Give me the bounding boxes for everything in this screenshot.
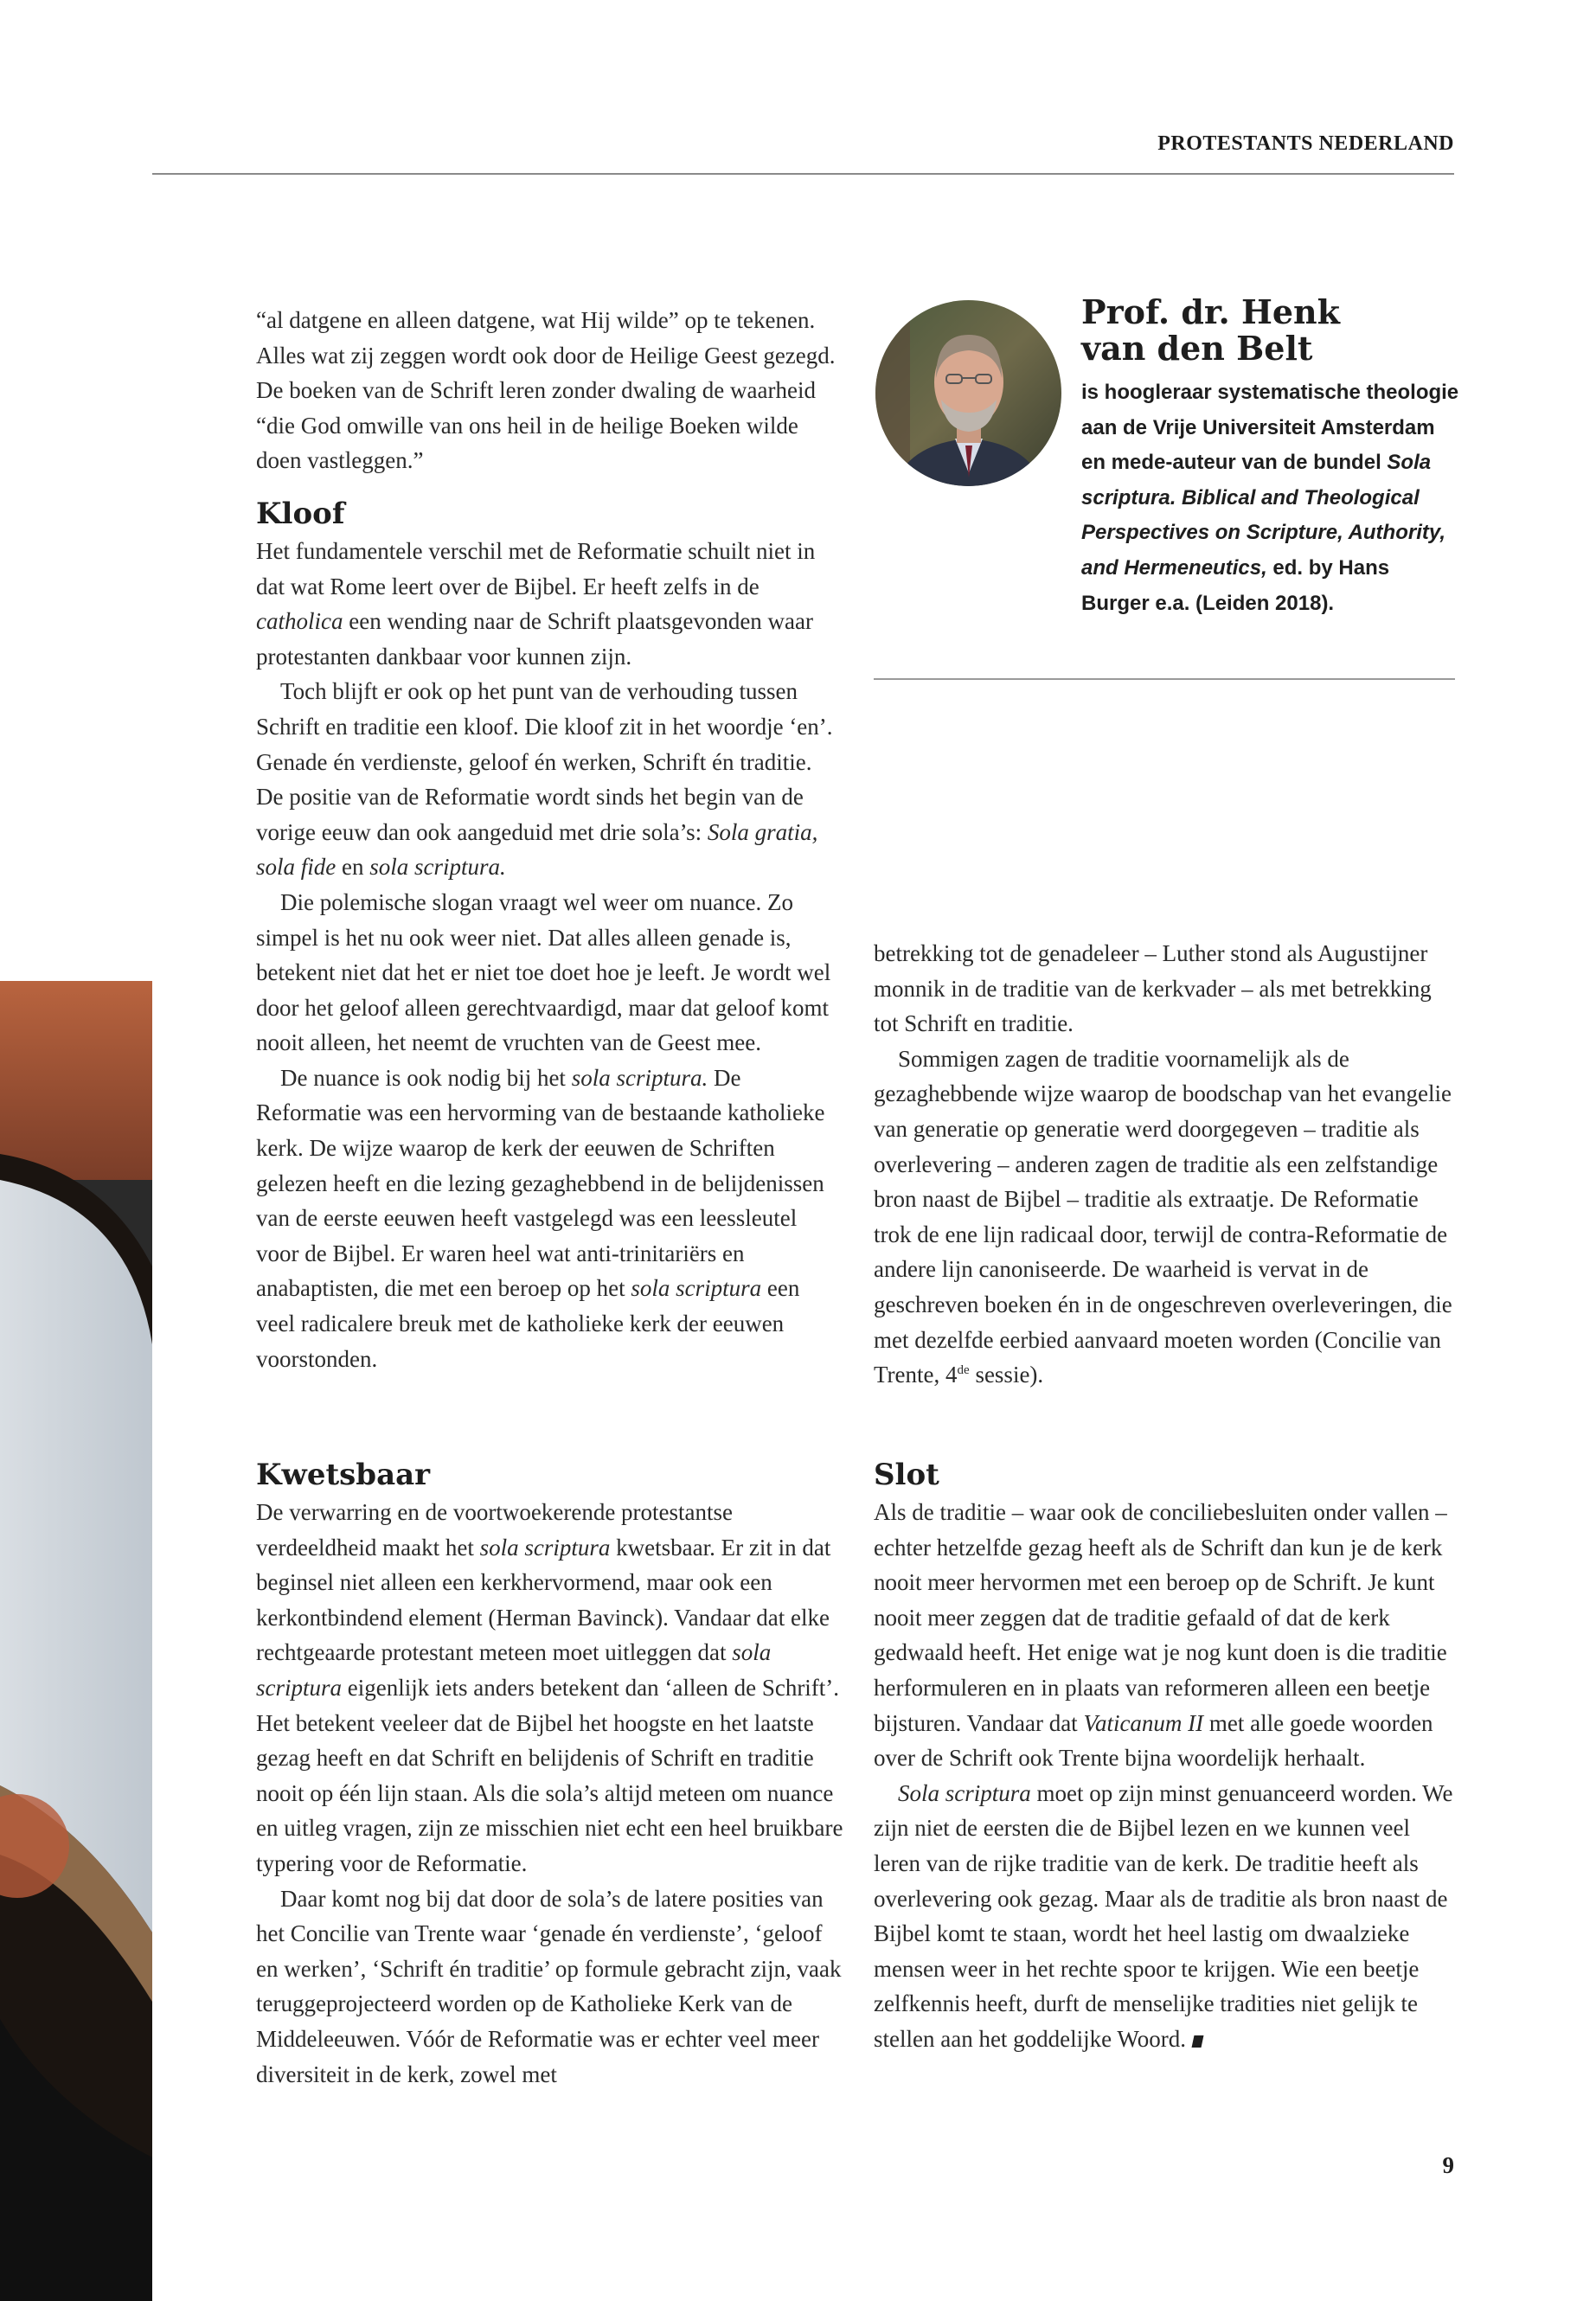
left-column-top	[256, 303, 844, 1376]
running-head: PROTESTANTS NEDERLAND	[1157, 132, 1454, 155]
page-number: 9	[1442, 2152, 1454, 2178]
section-heading-kwetsbaar: Kwetsbaar	[256, 1458, 431, 1492]
paragraph: betrekking tot de genadeleer – Luther stond als Augustijner monnik in de traditie van de kerkvader – als met betrekking tot Schrift en traditie.	[874, 940, 1432, 1037]
paragraph: Als de traditie – waar ook de conciliebesluiten onder vallen – echter hetzelfde gezag heeft als de Schrift dan kun je de kerk nooit meer hervormen met een beroep op de Schrift. Je kunt nooit meer zeggen dat de traditie gefaald of dat de kerk gedwaald heeft. Het enige wat je nog kunt doen is die traditie herformuleren en in plaats van reformeren alleen een beetje bijsturen. Vandaar dat Vaticanum II met alle goede woorden over de Schrift ook Trente bijna woordelijk herhaalt.	[874, 1499, 1447, 1772]
author-name: Prof. dr. Henk van den Belt	[1081, 292, 1340, 368]
author-bio: is hoogleraar systematische theologie aan de Vrije Universiteit Amsterdam en mede-auteur van de bundel Sola scriptura. Biblical and Theological Perspectives on Scripture, Authority, and Hermeneutics, ed. by Hans Burger e.a. (Leiden 2018).	[1081, 381, 1459, 615]
bio-rule	[874, 678, 1455, 680]
paragraph: Toch blijft er ook op het punt van de verhouding tussen Schrift en traditie een kloof. Die kloof zit in het woordje ‘en’. Genade én verdienste, geloof én werken, Schrift én traditie. De positie van de Reformatie wordt sinds het begin van de vorige eeuw dan ook aangeduid met drie sola’s: Sola gratia, sola fide en sola scriptura.	[256, 678, 833, 881]
end-mark-icon	[1191, 2035, 1203, 2048]
right-column-middle	[874, 936, 1455, 1393]
author-photo	[875, 300, 1061, 486]
paragraph: Die polemische slogan vraagt wel weer om nuance. Zo simpel is het nu ook weer niet. Dat alles alleen genade is, betekent niet dat het er niet toe doet hoe je leeft. Je wordt wel door het geloof alleen gerechtvaardigd, maar dat geloof komt nooit alleen, het neemt de vruchten van de Geest mee.	[256, 888, 831, 1056]
paragraph: Daar komt nog bij dat door de sola’s de latere posities van het Concilie van Trente waar ‘genade én verdienste’, ‘geloof en werken’, ‘Schrift én traditie’ op formule gebracht zijn, vaak teruggeprojecteerd worden op de Katholieke Kerk van de Middeleeuwen. Vóór de Reformatie was er echter veel meer diversiteit in de kerk, zowel met	[256, 1885, 842, 2087]
paragraph: De verwarring en de voortwoekerende protestantse verdeeldheid maakt het sola scriptura kwetsbaar. Er zit in dat beginsel niet alleen een kerkhervormend, maar ook een kerkontbindend element (Herman Bavinck). Vandaar dat elke rechtgeaarde protestant meteen moet uitleggen dat sola scriptura eigenlijk iets anders betekent dan ‘alleen de Schrift’. Het betekent veeleer dat de Bijbel het hoogste en het laatste gezag heeft en dat Schrift en belijdenis of Schrift en traditie nooit op één lijn staan. Als die sola’s altijd meteen om nuance en uitleg vragen, zijn ze misschien niet echt een heel bruikbare typering voor de Reformatie.	[256, 1499, 843, 1876]
paragraph: “al datgene en alleen datgene, wat Hij wilde” op te tekenen. Alles wat zij zeggen wordt ook door de Heilige Geest gezegd. De boeken van de Schrift leren zonder dwaling de waarheid “die God omwille van ons heil in de heilige Boeken wilde doen vastleggen.”	[256, 307, 836, 474]
left-column-bottom	[256, 1455, 844, 2092]
paragraph: De nuance is ook nodig bij het sola scriptura. De Reformatie was een hervorming van de bestaande katholieke kerk. De wijze waarop de kerk der eeuwen de Schriften gelezen heeft en die lezing gezaghebbend in de belijdenissen van de eerste eeuwen heeft vastgelegd was een leessleutel voor de Bijbel. Er waren heel wat anti-trinitariërs en anabaptisten, die met een beroep op het sola scriptura een veel radicalere breuk met de katholieke kerk der eeuwen voorstonden.	[256, 1064, 825, 1372]
header-rule	[152, 173, 1454, 175]
paragraph: Sola scriptura moet op zijn minst genuanceerd worden. We zijn niet de eersten die de Bijbel lezen en we kunnen veel leren van de rijke traditie van de kerk. De traditie heeft als overlevering ook gezag. Maar als de traditie als bron naast de Bijbel komt te staan, wordt het heel lastig om dwaalzieke mensen weer in het rechte spoor te krijgen. Wie een beetje zelfkennis heeft, durft de menselijke tradities niet gelijk te stellen aan het goddelijke Woord.	[874, 1779, 1453, 2052]
section-heading-kloof: Kloof	[256, 496, 345, 531]
section-heading-slot: Slot	[874, 1458, 939, 1492]
side-photo-book	[0, 981, 152, 2301]
paragraph: Sommigen zagen de traditie voornamelijk als de gezaghebbende wijze waarop de boodschap van het evangelie van generatie op generatie werd doorgegeven – traditie als overlevering – anderen zagen de traditie als een zelfstandige bron naast de Bijbel – traditie als extraatje. De Reformatie trok de ene lijn radicaal door, terwijl de contra-Reformatie de andere lijn canoniseerde. De waarheid is vervat in de geschreven boeken én in de ongeschreven overleveringen, die met dezelfde eerbied aanvaard moeten worden (Concilie van Trente, 4de sessie).	[874, 1045, 1452, 1388]
paragraph: Het fundamentele verschil met de Reformatie schuilt niet in dat wat Rome leert over de Bijbel. Er heeft zelfs in de catholica een wending naar de Schrift plaatsgevonden waar protestanten dankbaar voor kunnen zijn.	[256, 537, 816, 670]
right-column-bottom	[874, 1455, 1455, 2057]
